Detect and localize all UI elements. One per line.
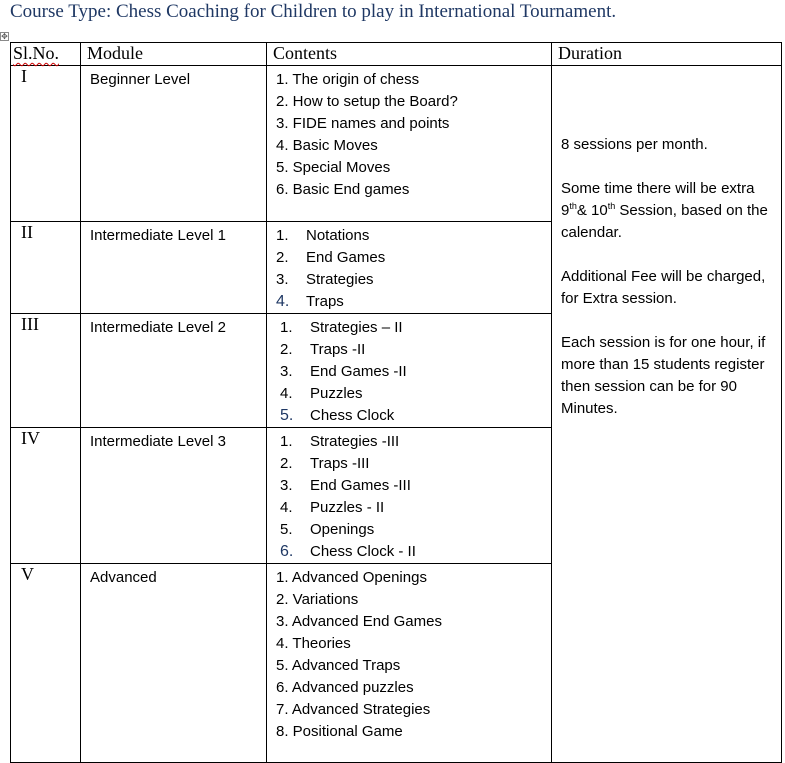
list-item: 5. Openings (280, 521, 375, 538)
list-item: 5. Special Moves (276, 159, 391, 176)
contents-list (267, 428, 552, 564)
sl-number: II (11, 222, 81, 314)
list-item: 3. FIDE names and points (276, 115, 450, 132)
list-item: 3. End Games -III (280, 477, 411, 494)
sl-number: V (11, 564, 81, 763)
list-item: 5. Chess Clock (280, 407, 395, 424)
table-row (11, 66, 782, 222)
list-item: 4. Theories (276, 635, 351, 652)
header-module: Module (81, 43, 267, 66)
module-name: Advanced (81, 564, 267, 763)
sl-number: I (11, 66, 81, 222)
module-name: Intermediate Level 2 (81, 314, 267, 428)
list-item: 4. Puzzles (280, 385, 363, 402)
header-duration: Duration (552, 43, 782, 66)
duration-extra: Some time there will be extra 9th& 10th Session, based on the calendar. (561, 180, 768, 241)
duration-cell (552, 66, 782, 763)
header-contents: Contents (267, 43, 552, 66)
contents-list (267, 314, 552, 428)
module-name: Intermediate Level 3 (81, 428, 267, 564)
module-name: Beginner Level (81, 66, 267, 222)
list-item: 1. Strategies -III (280, 433, 400, 450)
table-header-row (11, 43, 782, 66)
list-item: 6. Advanced puzzles (276, 679, 414, 696)
move-cross-icon[interactable]: ✥ (1, 32, 8, 41)
list-item: 1. The origin of chess (276, 71, 420, 88)
duration-sessions: 8 sessions per month. (561, 136, 708, 153)
list-item: 3. End Games -II (280, 363, 407, 380)
list-item: 2. Traps -II (280, 341, 366, 358)
list-item: 5. Advanced Traps (276, 657, 401, 674)
list-item: 2. Traps -III (280, 455, 370, 472)
document-title: Course Type: Chess Coaching for Children to play in International Tournament. (10, 1, 617, 22)
list-item: 1. Advanced Openings (276, 569, 427, 586)
list-item: 2. How to setup the Board? (276, 93, 458, 110)
contents-list (267, 564, 552, 763)
list-item: 1. Notations (276, 227, 370, 244)
list-item: 4. Basic Moves (276, 137, 378, 154)
list-item: 3. Advanced End Games (276, 613, 442, 630)
course-table (10, 42, 782, 763)
contents-list (267, 222, 552, 314)
header-sl-no: Sl.No. (11, 43, 81, 66)
sl-number: III (11, 314, 81, 428)
module-name: Intermediate Level 1 (81, 222, 267, 314)
list-item: 4. Puzzles - II (280, 499, 385, 516)
duration-length: Each session is for one hour, if more than 15 students register then session can be for 90 Minutes. (561, 334, 766, 417)
list-item: 7. Advanced Strategies (276, 701, 431, 718)
contents-list (267, 66, 552, 222)
list-item: 8. Positional Game (276, 723, 403, 740)
list-item: 1. Strategies – II (280, 319, 403, 336)
duration-fee: Additional Fee will be charged, for Extra session. (561, 268, 766, 307)
list-item: 6. Chess Clock - II (280, 543, 416, 560)
list-item: 2. End Games (276, 249, 386, 266)
list-item: 3. Strategies (276, 271, 374, 288)
list-item: 6. Basic End games (276, 181, 410, 198)
list-item: 4. Traps (276, 293, 344, 310)
list-item: 2. Variations (276, 591, 359, 608)
sl-number: IV (11, 428, 81, 564)
